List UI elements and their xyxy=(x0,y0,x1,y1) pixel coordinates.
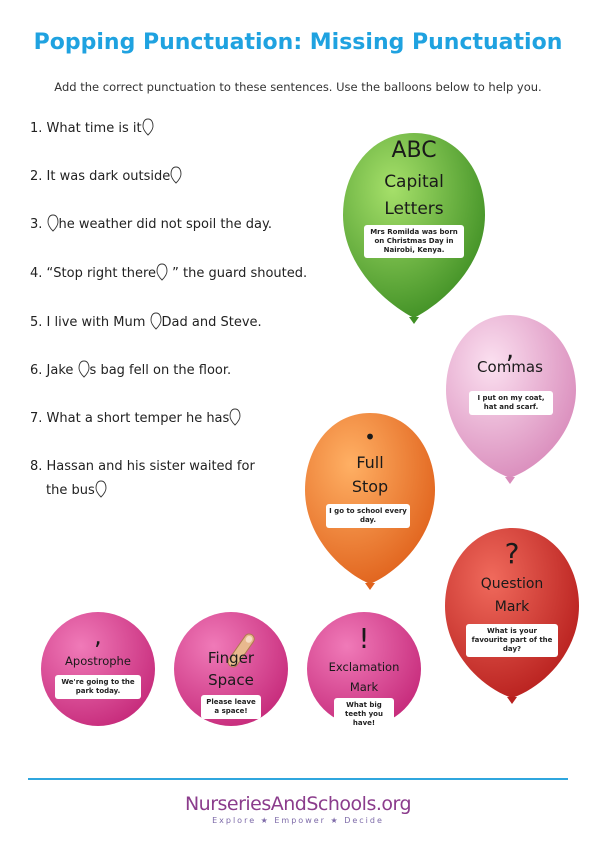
brand-tagline: Explore ★ Empower ★ Decide xyxy=(212,816,384,825)
question-text: 7. What a short temper he has xyxy=(30,411,230,426)
question-text: 6. Jake xyxy=(30,363,74,378)
full-stop-symbol: • xyxy=(364,425,376,449)
exclamation-mark-label: Exclamation xyxy=(328,660,400,674)
question-mark-label: Mark xyxy=(494,599,530,615)
apostrophe-example: We're going to the park today. xyxy=(55,675,141,699)
full-stop-example: I go to school every day. xyxy=(326,504,410,528)
finger-space-example: Please leave a space! xyxy=(201,695,261,719)
question-text: 1. What time is it xyxy=(30,121,142,136)
question-text: 4. “Stop right there xyxy=(30,266,157,281)
exclamation-mark-example: What big teeth you have! xyxy=(334,698,394,731)
commas-example: I put on my coat, hat and scarf. xyxy=(469,391,553,415)
balloon-knot xyxy=(507,697,517,704)
commas-label: Commas xyxy=(477,358,543,376)
finger-space-label: Finger xyxy=(207,649,255,667)
question-text: ” the guard shouted. xyxy=(172,266,308,281)
balloon-knot xyxy=(365,583,375,590)
capital-letters-example: Mrs Romilda was born on Christmas Day in Nairobi, Kenya. xyxy=(364,225,464,258)
instructions: Add the correct punctuation to these sentences. Use the balloons below to help you. xyxy=(54,80,542,94)
question-text: 2. It was dark outside xyxy=(30,169,171,184)
question-mark-symbol: ? xyxy=(504,537,520,570)
capital-letters-label: Letters xyxy=(384,199,444,219)
comma-symbol: , xyxy=(505,335,515,365)
full-stop-label: Full xyxy=(356,453,384,472)
question-text: 3. xyxy=(30,217,43,232)
question-text: 8. Hassan and his sister waited for xyxy=(30,459,255,474)
brand-logo: NurseriesAndSchools.org xyxy=(184,793,412,815)
footer-divider xyxy=(28,778,568,780)
question-text: he weather did not spoil the day. xyxy=(58,217,272,232)
apostrophe-label: Apostrophe xyxy=(65,654,131,668)
question-mark-label: Question xyxy=(480,576,544,592)
capital-letters-label: Capital xyxy=(384,172,444,192)
exclamation-mark-label: Mark xyxy=(349,680,379,694)
question-mark-example: What is your favourite part of the day? xyxy=(466,624,558,657)
question-text: 5. I live with Mum xyxy=(30,315,146,330)
full-stop-label: Stop xyxy=(351,477,389,496)
question-text: Dad and Steve. xyxy=(161,315,262,330)
apostrophe-symbol: , xyxy=(94,622,102,650)
question-text: the bus xyxy=(46,483,95,498)
capital-letters-symbol: ABC xyxy=(391,138,437,163)
balloon-knot xyxy=(505,477,515,484)
question-text: s bag fell on the floor. xyxy=(89,363,232,378)
exclamation-mark-symbol: ! xyxy=(358,622,370,655)
finger-space-label: Space xyxy=(208,671,254,689)
balloon-knot xyxy=(409,317,419,324)
page-title: Popping Punctuation: Missing Punctuation xyxy=(33,30,563,55)
